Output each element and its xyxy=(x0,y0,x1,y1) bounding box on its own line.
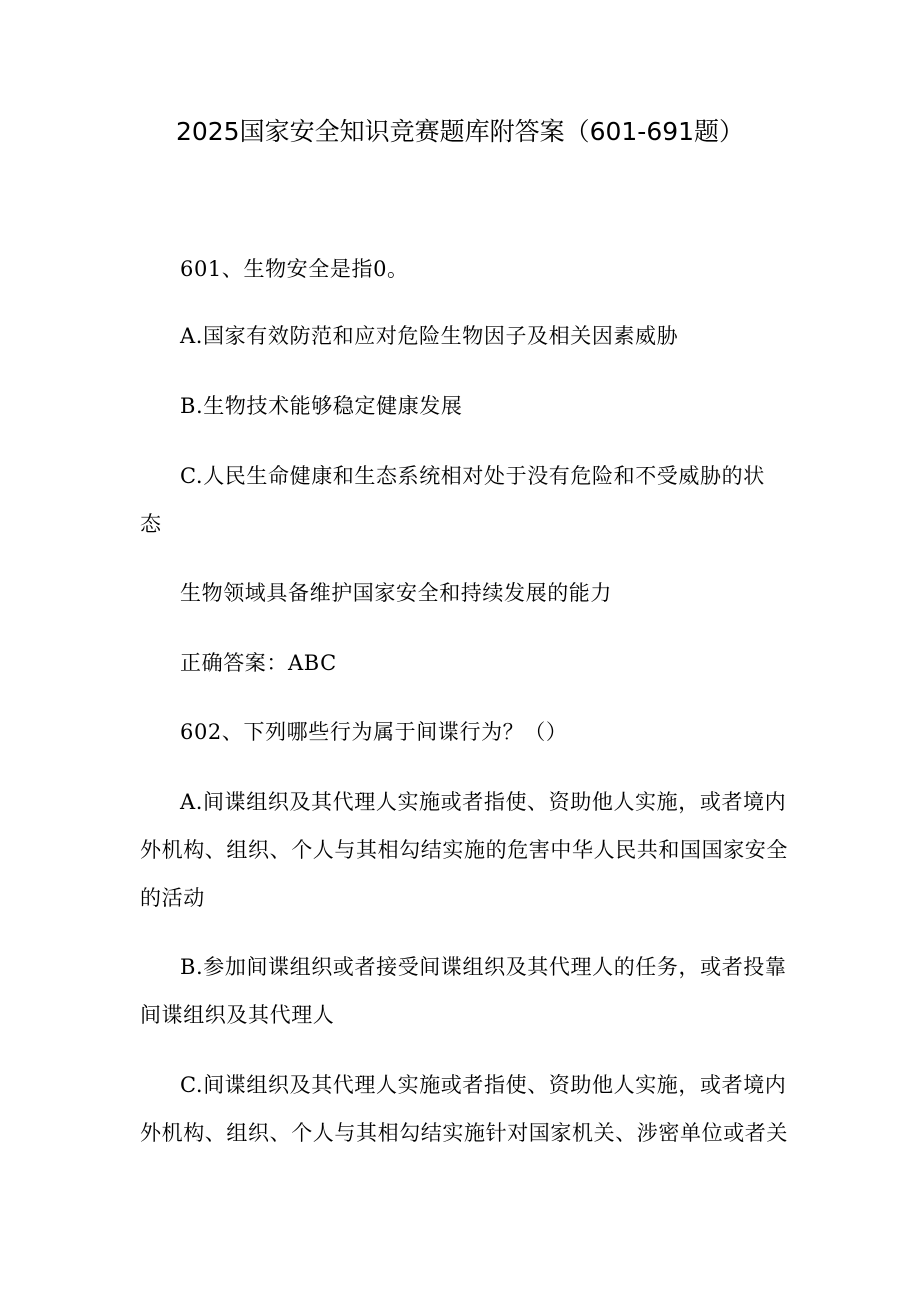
question-602-stem: 602、下列哪些行为属于间谍行为？（） xyxy=(180,720,568,744)
question-601-stem: 601、生物安全是指0。 xyxy=(180,257,409,281)
question-601-option-d: 生物领域具备维护国家安全和持续发展的能力 xyxy=(180,581,612,605)
document-title: 2025国家安全知识竞赛题库附答案（601-691题） xyxy=(175,117,745,146)
question-602-option-b: B.参加间谍组织或者接受间谍组织及其代理人的任务，或者投靠 xyxy=(180,955,787,979)
question-601-answer: 正确答案：ABC xyxy=(180,651,337,675)
question-601-option-b: B.生物技术能够稳定健康发展 xyxy=(180,394,463,418)
question-602-option-c: C.间谍组织及其代理人实施或者指使、资助他人实施，或者境内 xyxy=(180,1073,787,1097)
question-602-option-b-cont: 间谍组织及其代理人 xyxy=(140,1003,335,1027)
question-602-option-c-cont: 外机构、组织、个人与其相勾结实施针对国家机关、涉密单位或者关 xyxy=(140,1121,788,1145)
question-601-option-a: A.国家有效防范和应对危险生物因子及相关因素威胁 xyxy=(180,324,679,348)
question-602-option-a-cont-2: 的活动 xyxy=(140,886,205,910)
question-602-option-a-cont-1: 外机构、组织、个人与其相勾结实施的危害中华人民共和国国家安全 xyxy=(140,838,788,862)
question-601-option-c-cont: 态 xyxy=(140,512,162,536)
question-602-option-a: A.间谍组织及其代理人实施或者指使、资助他人实施，或者境内 xyxy=(180,790,787,814)
question-601-option-c: C.人民生命健康和生态系统相对处于没有危险和不受威胁的状 xyxy=(180,464,765,488)
